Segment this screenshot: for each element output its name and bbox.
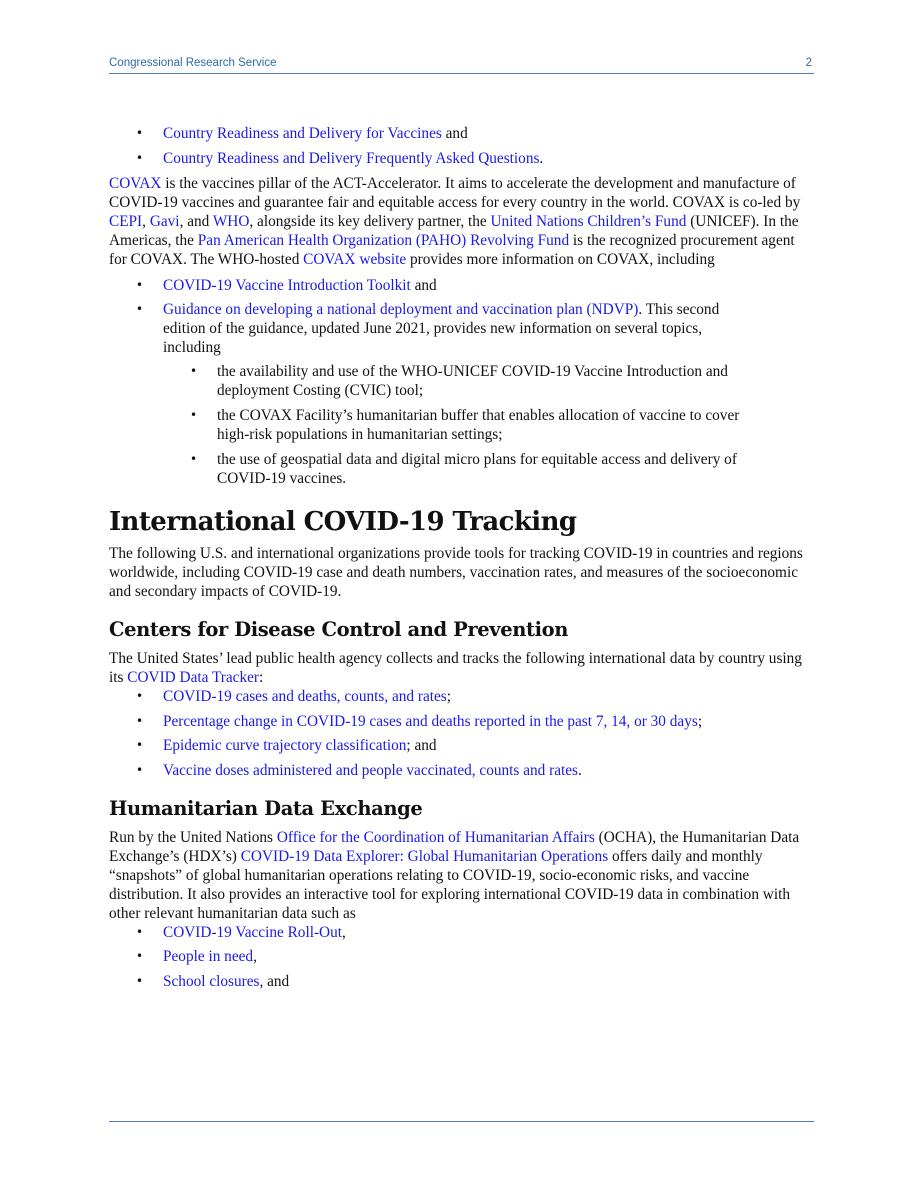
link-covax-website[interactable]: COVAX website xyxy=(303,250,407,268)
document-body xyxy=(109,124,814,996)
intl-tracking-paragraph: The following U.S. and international organizations provide tools for tracking COVID-19 in countries and regions worldwide, including COVID-19 case and death numbers, vaccination rates, and measures of the socioeconomic and secondary impacts of COVID-19. xyxy=(109,545,803,600)
link-unicef[interactable]: United Nations Children’s Fund xyxy=(490,212,687,230)
link-school-closures[interactable]: School closures xyxy=(163,972,260,990)
list-item: • the use of geospatial data and digital micro plans for equitable access and delivery of COVID-19 vaccines. xyxy=(163,450,753,488)
link-country-readiness-faq[interactable]: Country Readiness and Delivery Frequently Asked Questions xyxy=(163,149,540,167)
list-item: • the availability and use of the WHO-UNICEF COVID-19 Vaccine Introduction and deployment Costing (CVIC) tool; xyxy=(163,362,753,400)
running-header xyxy=(109,57,814,74)
link-cases-deaths[interactable]: COVID-19 cases and deaths, counts, and rates xyxy=(163,688,447,705)
link-who[interactable]: WHO xyxy=(212,212,250,230)
list-item: • School closures, and xyxy=(109,972,814,991)
list-item xyxy=(109,300,814,488)
list-item: • Vaccine doses administered and people vaccinated, counts and rates. xyxy=(109,761,814,780)
link-percentage-change[interactable]: Percentage change in COVID-19 cases and deaths reported in the past 7, 14, or 30 days xyxy=(163,712,698,730)
list-item: • COVID-19 Vaccine Roll-Out, xyxy=(109,923,814,942)
link-covid-data-tracker[interactable]: COVID Data Tracker xyxy=(127,669,259,686)
heading-hdx: Humanitarian Data Exchange xyxy=(109,796,423,820)
covax-bullet-list xyxy=(109,276,814,489)
link-gavi[interactable]: Gavi xyxy=(149,212,180,230)
page-number: 2 xyxy=(805,57,812,69)
list-item: • the COVAX Facility’s humanitarian buffer that enables allocation of vaccine to cover high-risk populations in humanitarian settings; xyxy=(163,406,753,444)
list-item: • Epidemic curve trajectory classification; and xyxy=(109,736,814,755)
link-covax[interactable]: COVAX xyxy=(109,174,162,192)
link-epidemic-curve[interactable]: Epidemic curve trajectory classification xyxy=(163,737,407,754)
list-item: • Country Readiness and Delivery for Vaccines and xyxy=(109,124,814,143)
footer-rule xyxy=(109,1121,814,1122)
ndvp-item-text: • Guidance on developing a national deployment and vaccination plan (NDVP). This second edition of the guidance, updated June 2021, provides new information on several topics, including xyxy=(163,301,720,356)
list-item: • People in need, xyxy=(109,947,814,966)
hdx-bullet-list xyxy=(109,923,814,991)
link-cepi[interactable]: CEPI xyxy=(109,212,143,230)
link-vaccine-doses[interactable]: Vaccine doses administered and people vaccinated, counts and rates xyxy=(163,761,578,779)
link-vaccine-introduction-toolkit[interactable]: COVID-19 Vaccine Introduction Toolkit xyxy=(163,276,411,294)
list-item: • Percentage change in COVID-19 cases and deaths reported in the past 7, 14, or 30 days; xyxy=(109,712,814,731)
heading-international-tracking: International COVID-19 Tracking xyxy=(109,507,577,537)
header-org-name: Congressional Research Service xyxy=(109,57,277,69)
cdc-bullet-list xyxy=(109,687,814,780)
ndvp-nested-list xyxy=(163,362,814,488)
readiness-bullet-list xyxy=(109,124,814,168)
link-ocha[interactable]: Office for the Coordination of Humanitarian Affairs xyxy=(276,828,595,846)
link-paho-revolving-fund[interactable]: Pan American Health Organization (PAHO) Revolving Fund xyxy=(197,231,570,249)
link-ndvp-guidance[interactable]: Guidance on developing a national deployment and vaccination plan (NDVP) xyxy=(163,301,639,318)
cdc-intro-paragraph: The United States’ lead public health agency collects and tracks the following international data by country using its COVID Data Tracker: xyxy=(109,650,802,686)
link-country-readiness-vaccines[interactable]: Country Readiness and Delivery for Vaccines xyxy=(163,125,442,142)
list-item: • Country Readiness and Delivery Frequently Asked Questions. xyxy=(109,149,814,168)
list-item: • COVID-19 cases and deaths, counts, and rates; xyxy=(109,687,814,706)
hdx-paragraph: Run by the United Nations Office for the Coordination of Humanitarian Affairs (OCHA), the Humanitarian Data Exchange’s (HDX’s) COVID-19 Data Explorer: Global Humanitarian Operations offers daily and monthly “snapshots” of global humanitarian operations relating to COVID-19, socio-economic risks, and vaccine distribution. It also provides an interactive tool for exploring international COVID-19 data in combination with other relevant humanitarian data such as xyxy=(109,828,800,922)
list-item: • COVID-19 Vaccine Introduction Toolkit and xyxy=(109,276,814,295)
link-hdx-data-explorer[interactable]: COVID-19 Data Explorer: Global Humanitarian Operations xyxy=(240,847,609,865)
link-people-in-need[interactable]: People in need xyxy=(163,948,254,965)
heading-cdc: Centers for Disease Control and Prevention xyxy=(109,618,569,641)
covax-paragraph: COVAX is the vaccines pillar of the ACT-Accelerator. It aims to accelerate the development and manufacture of COVID-19 vaccines and guarantee fair and equitable access for every country in the world. COVAX is co-led by CEPI, Gavi, and WHO, alongside its key delivery partner, the United Nations Children’s Fund (UNICEF). In the Americas, the Pan American Health Organization (PAHO) Revolving Fund is the recognized procurement agent for COVAX. The WHO-hosted COVAX website provides more information on COVAX, including xyxy=(109,174,801,268)
link-vaccine-roll-out[interactable]: COVID-19 Vaccine Roll-Out xyxy=(163,923,342,941)
